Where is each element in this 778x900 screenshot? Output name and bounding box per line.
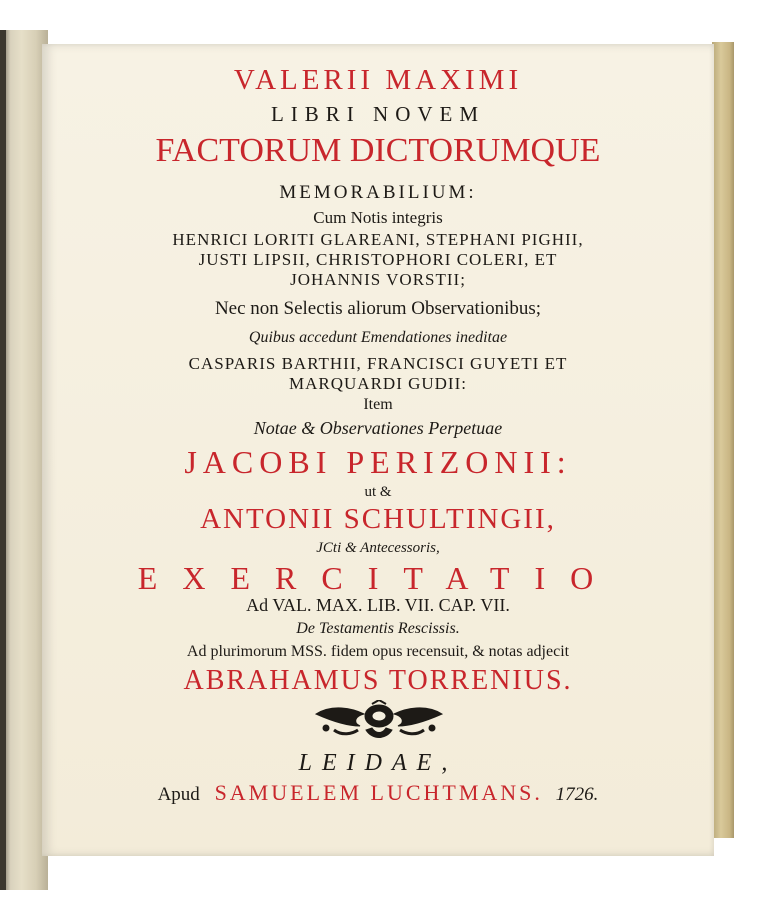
ad-plurimorum-line: Ad plurimorum MSS. fidem opus recensuit, & notas adjecit [186, 643, 570, 660]
antonii-line: ANTONII SCHULTINGII, [200, 503, 556, 535]
nec-non-line: Nec non Selectis aliorum Observationibus; [214, 298, 542, 319]
abrahamus-line: ABRAHAMUS TORRENIUS. [183, 665, 573, 696]
factorum-line: FACTORUM DICTORUMQUE [155, 132, 601, 169]
printer-ornament-icon [312, 700, 446, 744]
memorabilium-line: MEMORABILIUM: [279, 182, 477, 203]
quibus-line: Quibus accedunt Emendationes ineditae [248, 329, 508, 346]
names-line-2: JUSTI LIPSII, CHRISTOPHORI COLERI, ET [198, 250, 558, 269]
printer-name: SAMUELEM LUCHTMANS. [214, 780, 543, 805]
names-line-3: JOHANNIS VORSTII; [290, 270, 466, 289]
spine-edge [0, 30, 6, 890]
casparis-line-2: MARQUARDI GUDII: [289, 374, 467, 393]
exercitatio-line: EXERCITATIO [137, 560, 619, 596]
ad-val-line: Ad VAL. MAX. LIB. VII. CAP. VII. [246, 595, 510, 615]
jacobi-line: JACOBI PERIZONII: [184, 444, 572, 480]
year-text: 1726. [555, 784, 599, 805]
book-spine [0, 30, 48, 890]
notae-line: Notae & Observationes Perpetuae [253, 418, 503, 438]
names-line-1: HENRICI LORITI GLAREANI, STEPHANI PIGHII, [172, 230, 584, 249]
apud-text: Apud [157, 784, 200, 805]
vellum-edge [712, 42, 734, 838]
title-page [42, 44, 714, 856]
ut-line: ut & [364, 484, 392, 500]
jc-line: JCti & Antecessoris, [316, 540, 440, 556]
item-line: Item [363, 396, 393, 413]
leidae-line: LEIDAE, [298, 750, 458, 776]
imprint-line [42, 780, 714, 806]
cum-notis-line: Cum Notis integris [313, 208, 443, 227]
author-line: VALERII MAXIMI [233, 64, 523, 96]
casparis-line-1: CASPARIS BARTHII, FRANCISCI GUYETI ET [188, 354, 568, 373]
de-testamentis-line: De Testamentis Rescissis. [296, 620, 460, 637]
libri-line: LIBRI NOVEM [270, 102, 486, 126]
